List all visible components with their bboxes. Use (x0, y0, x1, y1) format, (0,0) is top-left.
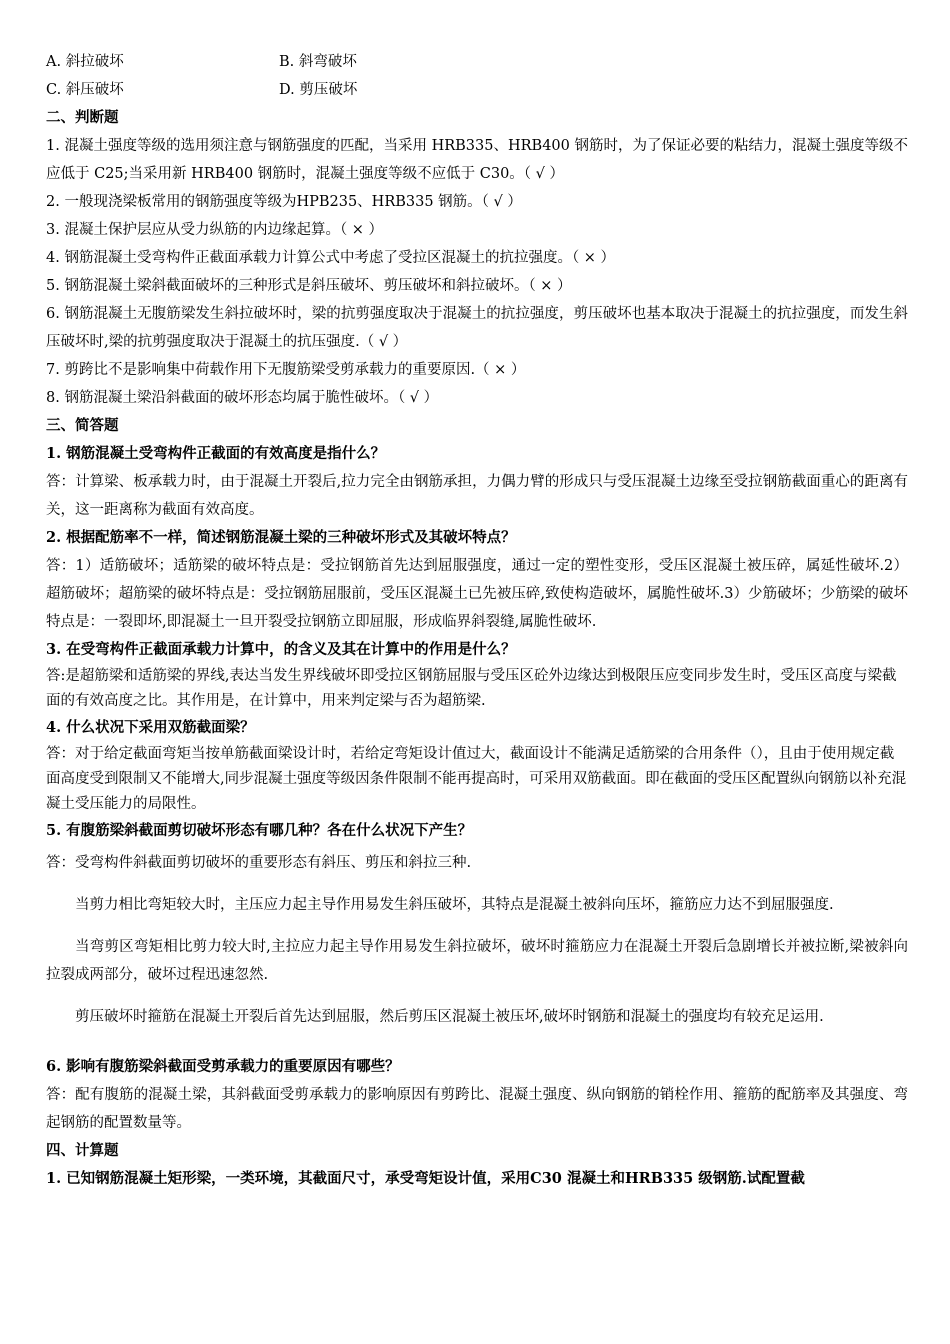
judgement-item: 7. 剪跨比不是影响集中荷载作用下无腹筋梁受剪承载力的重要原因.（ × ） (46, 362, 526, 378)
answer: 答：受弯构件斜截面剪切破坏的重要形态有斜压、剪压和斜拉三种. (46, 855, 472, 871)
section-heading: 二、判断题 (46, 109, 119, 126)
judgement-item: 5. 钢筋混凝土梁斜截面破坏的三种形式是斜压破坏、剪压破坏和斜拉破坏。（ × ） (46, 278, 572, 294)
spacer (46, 1031, 908, 1053)
question: 2. 根据配筋率不一样，简述钢筋混凝土梁的三种破坏形式及其破坏特点？ (46, 529, 516, 546)
spacer (46, 919, 908, 933)
question: 1. 已知钢筋混凝土矩形梁，一类环境，其截面尺寸，承受弯矩设计值，采用C30 混凝土和HRB335 级钢筋.试配置截 (46, 1170, 805, 1187)
answer: 答：配有腹筋的混凝土梁，其斜截面受剪承载力的影响原因有剪跨比、混凝土强度、纵向钢筋的销栓作用、箍筋的配筋率及其强度、弯起钢筋的配置数量等。 (46, 1087, 908, 1131)
answer-paragraph: 当剪力相比弯矩较大时，主压应力起主导作用易发生斜压破坏，其特点是混凝土被斜向压坏，箍筋应力达不到屈服强度. (75, 897, 834, 913)
answer-paragraph: 剪压破坏时箍筋在混凝土开裂后首先达到屈服，然后剪压区混凝土被压坏,破坏时钢筋和混凝土的强度均有较充足运用. (75, 1009, 824, 1025)
judgement-item: 1. 混凝土强度等级的选用须注意与钢筋强度的匹配，当采用 HRB335、HRB400 钢筋时，为了保证必要的粘结力，混凝土强度等级不应低于 C25;当采用新 HRB400 钢筋时，混凝土强度等级不应低于 C30。（ √ ） (46, 138, 908, 182)
option-a: A. 斜拉破坏 (46, 54, 124, 70)
answer: 答：1）适筋破坏；适筋梁的破坏特点是：受拉钢筋首先达到屈服强度，通过一定的塑性变形，受压区混凝土被压碎，属延性破坏.2）超筋破坏；超筋梁的破坏特点是：受拉钢筋屈服前，受压区混凝土已先被压碎,致使构造破坏，属脆性破坏.3）少筋破坏；少筋梁的破坏特点是：一裂即坏,即混凝土一旦开裂受拉钢筋立即屈服，形成临界斜裂缝,属脆性破坏. (46, 558, 908, 630)
option-c: C. 斜压破坏 (46, 82, 124, 98)
question: 3. 在受弯构件正截面承载力计算中，的含义及其在计算中的作用是什么？ (46, 641, 516, 658)
judgement-item: 8. 钢筋混凝土梁沿斜截面的破坏形态均属于脆性破坏。（ √ ） (46, 390, 439, 406)
judgement-item: 2. 一般现浇梁板常用的钢筋强度等级为HPB235、HRB335 钢筋。（ √ ） (46, 194, 522, 210)
spacer (46, 877, 908, 891)
answer: 答:是超筋梁和适筋梁的界线,表达当发生界线破坏即受拉区钢筋屈服与受压区砼外边缘达到极限压应变同步发生时，受压区高度与梁截面的有效高度之比。其作用是，在计算中，用来判定梁与否为超筋梁. (46, 668, 897, 709)
option-d: D. 剪压破坏 (279, 82, 358, 98)
spacer (46, 989, 908, 1003)
question: 6. 影响有腹筋梁斜截面受剪承载力的重要原因有哪些？ (46, 1058, 400, 1075)
option-row (46, 76, 908, 104)
option-b: B. 斜弯破坏 (279, 54, 357, 70)
answer: 答：对于给定截面弯矩当按单筋截面梁设计时，若给定弯矩设计值过大，截面设计不能满足适筋梁的合用条件（），且由于使用规定截面高度受到限制又不能增大,同步混凝土强度等级因条件限制不能再提高时，可采用双筋截面。即在截面的受压区配置纵向钢筋以补充混凝土受压能力的局限性。 (46, 746, 907, 812)
question: 1. 钢筋混凝土受弯构件正截面的有效高度是指什么？ (46, 445, 386, 462)
section-heading: 四、计算题 (46, 1142, 119, 1159)
question: 5. 有腹筋梁斜截面剪切破坏形态有哪几种？各在什么状况下产生？ (46, 822, 473, 839)
question: 4. 什么状况下采用双筋截面梁？ (46, 719, 255, 736)
judgement-item: 3. 混凝土保护层应从受力纵筋的内边缘起算。（ × ） (46, 222, 384, 238)
judgement-item: 4. 钢筋混凝土受弯构件正截面承载力计算公式中考虑了受拉区混凝土的抗拉强度。（ × ） (46, 250, 616, 266)
section-heading: 三、简答题 (46, 417, 119, 434)
document-page (46, 48, 908, 1193)
option-row (46, 48, 908, 76)
answer-paragraph: 当弯剪区弯矩相比剪力较大时,主拉应力起主导作用易发生斜拉破坏，破坏时箍筋应力在混凝土开裂后急剧增长并被拉断,梁被斜向拉裂成两部分，破坏过程迅速忽然. (46, 939, 908, 983)
answer: 答：计算梁、板承载力时，由于混凝土开裂后,拉力完全由钢筋承担，力偶力臂的形成只与受压混凝土边缘至受拉钢筋截面重心的距离有关，这一距离称为截面有效高度。 (46, 474, 908, 518)
judgement-item: 6. 钢筋混凝土无腹筋梁发生斜拉破坏时，梁的抗剪强度取决于混凝土的抗拉强度，剪压破坏也基本取决于混凝土的抗拉强度，而发生斜压破坏时,梁的抗剪强度取决于混凝土的抗压强度.（ √ ） (46, 306, 908, 350)
